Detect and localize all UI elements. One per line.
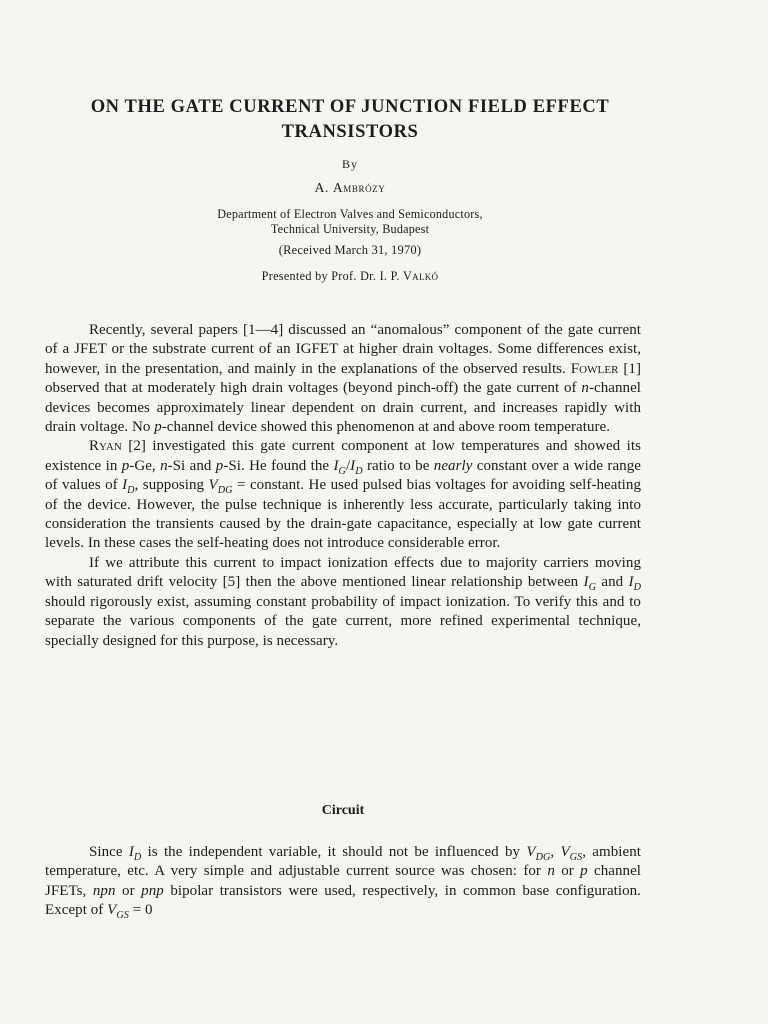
text-run: , supposing xyxy=(134,477,209,494)
section-heading: Circuit xyxy=(321,803,365,818)
author-name: Ambrózy xyxy=(332,180,386,195)
author-initial: A. xyxy=(314,180,333,195)
text-run: n xyxy=(581,380,589,397)
text-run: / xyxy=(345,457,351,474)
text-run: Ryan xyxy=(89,438,122,455)
text-run: npn xyxy=(92,882,116,899)
text-run: If we attribute this current to impact ionization effects due to majority carriers moving with saturated drift velocity [5] then the above mentioned linear relationship between xyxy=(45,554,641,591)
affiliation xyxy=(80,207,620,237)
text-run: bipolar transistors were used, respectively, in common base configuration. Except of xyxy=(45,882,641,919)
received-date: (Received March 31, 1970) xyxy=(278,243,422,257)
text-run: [2] investigated this gate current component at low temperatures and showed its existence in xyxy=(45,438,641,474)
by-line: By xyxy=(341,157,358,171)
text-run: p xyxy=(154,419,162,436)
text-run: V xyxy=(526,844,536,860)
text-run: D xyxy=(355,465,363,477)
text-run: D xyxy=(133,852,142,863)
text-run: I xyxy=(333,457,339,474)
text-run: I xyxy=(583,574,589,591)
text-run: D xyxy=(633,582,641,594)
affiliation-line-2: Technical University, Budapest xyxy=(270,222,430,236)
text-run: -Ge, xyxy=(129,457,161,474)
text-run: or xyxy=(115,882,142,899)
paragraph xyxy=(45,554,641,651)
text-run: is the independent variable, it should not be influenced by xyxy=(141,844,527,860)
text-run: DG xyxy=(535,852,551,863)
paragraph xyxy=(45,321,641,437)
text-run: DG xyxy=(217,485,233,497)
text-run: Recently, several papers [1—4] discussed an “anomalous” component of the gate current of a JFET or the substrate current of an IGFET at higher drain voltages. Some differences exist, however, in the presentation, and mainly in the explanations of the observed results. xyxy=(45,322,641,377)
presenter-name: Valkó xyxy=(403,269,439,283)
text-run: V xyxy=(208,477,218,494)
text-run: G xyxy=(338,465,346,477)
text-run: nearly xyxy=(433,457,473,474)
text-run: Fowler xyxy=(570,360,619,377)
text-run: constant over a wide range of values of xyxy=(45,457,641,494)
title-line-2: TRANSISTORS xyxy=(281,122,419,142)
paragraph xyxy=(45,843,641,921)
text-run: , xyxy=(550,844,561,860)
text-run: V xyxy=(107,902,117,919)
text-run: [1] observed that at moderately high drain voltages (beyond pinch-off) the gate current of xyxy=(45,360,641,397)
presented-by xyxy=(80,269,620,284)
text-run: n xyxy=(160,457,168,474)
text-run: = constant. He used pulsed bias voltages for avoiding self-heating of the device. However, the pulse technique is inherently less accurate, particularly taking into consideration the transients caused by the drain-gate capacitance, especially at low gate current levels. In these cases the self-heating does not introduce considerable error. xyxy=(45,477,641,552)
text-run: G xyxy=(588,582,597,594)
paper-title xyxy=(30,95,670,145)
text-run: -channel devices becomes approximately linear dependent on drain current, and increases rapidly with drain voltage. No xyxy=(45,380,641,436)
text-run: p xyxy=(215,457,224,474)
text-run: I xyxy=(122,477,128,494)
text-run: should rigorously exist, assuming constant probability of impact ionization. To verify this and to separate the various components of the gate current, more refined experimental technique, specially designed for this purpose, is necessary. xyxy=(45,593,641,649)
text-run: I xyxy=(128,844,134,860)
author xyxy=(80,180,620,196)
text-run: p xyxy=(121,457,130,474)
text-run: V xyxy=(560,844,570,860)
text-run: I xyxy=(628,574,634,591)
text-run: channel JFETs, xyxy=(45,863,641,899)
text-run: GS xyxy=(569,852,583,863)
text-run: -Si and xyxy=(167,457,216,474)
affiliation-line-1: Department of Electron Valves and Semiconductors, xyxy=(217,207,483,221)
text-run: I xyxy=(350,457,356,474)
text-run: or xyxy=(554,863,581,880)
paragraph xyxy=(45,437,641,553)
title-line-1: ON THE GATE CURRENT OF JUNCTION FIELD EFFECT xyxy=(90,97,610,117)
text-run: n xyxy=(547,863,555,880)
text-run: Since xyxy=(89,844,129,860)
text-run: pnp xyxy=(141,882,164,899)
text-run: D xyxy=(127,485,135,497)
text-run: p xyxy=(580,863,588,880)
text-run: -channel device showed this phenomenon at and above room temperature. xyxy=(161,419,611,436)
body-text xyxy=(45,321,641,651)
text-run: -Si. He found the xyxy=(223,457,334,474)
text-run: GS xyxy=(116,910,129,922)
text-run: and xyxy=(596,574,629,591)
text-run: = 0 xyxy=(128,902,153,919)
presented-prefix: Presented by Prof. Dr. I. P. xyxy=(261,269,404,283)
text-run: ratio to be xyxy=(362,457,434,474)
section-body-text xyxy=(45,843,641,921)
text-run: , ambient temperature, etc. A very simple and adjustable current source was chosen: for xyxy=(45,844,641,880)
